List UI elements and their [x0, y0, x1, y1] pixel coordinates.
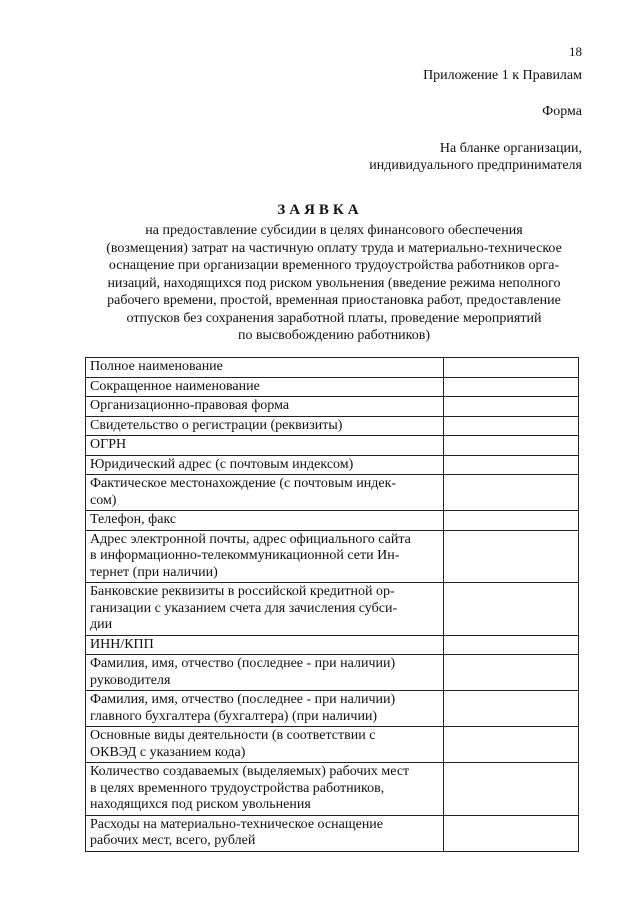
table-row: [86, 635, 579, 655]
field-value-cell[interactable]: [444, 436, 579, 456]
field-label-cell: [86, 511, 444, 531]
field-label-line: Сокращенное наименование: [90, 378, 260, 394]
field-label-cell: [86, 530, 444, 583]
field-label-cell: [86, 416, 444, 436]
table-row: [86, 475, 579, 511]
field-label-line: руководителя: [90, 672, 171, 688]
field-label-line: тернет (при наличии): [90, 564, 218, 580]
table-row: [86, 727, 579, 763]
field-label-line: ОГРН: [90, 437, 127, 452]
table-row: [86, 511, 579, 531]
field-value-cell[interactable]: [444, 358, 579, 378]
field-label-cell: [86, 655, 444, 691]
field-label-line: Юридический адрес (с почтовым индексом): [90, 456, 354, 472]
table-row: [86, 763, 579, 816]
field-label-cell: [86, 436, 444, 456]
document-subtitle: [84, 222, 584, 345]
field-label-line: дии: [90, 617, 113, 632]
subtitle-line: (возмещения) затрат на частичную оплату труда и материально-техническое: [106, 240, 562, 256]
field-label-cell: [86, 475, 444, 511]
letterhead-note: [369, 140, 582, 174]
field-value-cell[interactable]: [444, 377, 579, 397]
table-row: [86, 691, 579, 727]
field-label-line: Основные виды деятельности (в соответствии с: [90, 728, 376, 743]
application-form-table: [85, 357, 579, 852]
field-label-cell: [86, 727, 444, 763]
field-label-line: рабочих мест, всего, рублей: [90, 833, 256, 848]
field-label-line: в целях временного трудоустройства работников,: [90, 780, 385, 796]
field-label-line: Фамилия, имя, отчество (последнее - при наличии): [90, 656, 396, 671]
field-value-cell[interactable]: [444, 455, 579, 475]
table-row: [86, 530, 579, 583]
field-label-cell: [86, 635, 444, 655]
table-row: [86, 397, 579, 417]
field-label-line: Полное наименование: [90, 359, 223, 374]
subtitle-line: оснащение при организации временного трудоустройства работников орга-: [108, 258, 560, 273]
field-label-cell: [86, 455, 444, 475]
field-label-cell: [86, 397, 444, 417]
table-row: [86, 436, 579, 456]
subtitle-line: отпусков без сохранения заработной платы, проведение мероприятий: [126, 310, 542, 326]
field-label-line: ОКВЭД с указанием кода): [90, 744, 246, 760]
table-row: [86, 455, 579, 475]
field-value-cell[interactable]: [444, 511, 579, 531]
field-value-cell[interactable]: [444, 475, 579, 511]
field-label-line: Свидетельство о регистрации (реквизиты): [90, 417, 343, 433]
field-label-line: Фактическое местонахождение (с почтовым индек-: [90, 476, 397, 491]
subtitle-line: по высвобождению работников): [237, 328, 431, 343]
field-label-line: Банковские реквизиты в российской кредитной ор-: [90, 584, 395, 599]
document-title: ЗАЯВКА: [277, 202, 363, 218]
field-value-cell[interactable]: [444, 635, 579, 655]
letterhead-line: индивидуального предпринимателя: [369, 158, 582, 173]
field-label-line: Телефон, факс: [90, 512, 177, 527]
field-label-line: ИНН/КПП: [90, 636, 154, 652]
field-value-cell[interactable]: [444, 416, 579, 436]
field-value-cell[interactable]: [444, 815, 579, 851]
table-row: [86, 377, 579, 397]
field-value-cell[interactable]: [444, 727, 579, 763]
form-rows: [86, 358, 579, 852]
field-value-cell[interactable]: [444, 530, 579, 583]
field-label-line: сом): [90, 492, 117, 508]
field-label-cell: [86, 815, 444, 851]
table-row: [86, 655, 579, 691]
field-label-line: в информационно-телекоммуникационной сети Ин-: [90, 548, 400, 563]
field-value-cell[interactable]: [444, 763, 579, 816]
table-row: [86, 416, 579, 436]
table-row: [86, 815, 579, 851]
field-label-cell: [86, 377, 444, 397]
field-label-cell: [86, 358, 444, 378]
field-label-line: Фамилия, имя, отчество (последнее - при наличии): [90, 692, 396, 707]
field-value-cell[interactable]: [444, 397, 579, 417]
field-value-cell[interactable]: [444, 691, 579, 727]
field-value-cell[interactable]: [444, 583, 579, 636]
field-label-cell: [86, 763, 444, 816]
field-label-line: ганизации с указанием счета для зачисления субси-: [90, 600, 398, 616]
field-label-line: главного бухгалтера (бухгалтера) (при наличии): [90, 708, 378, 724]
field-label-line: находящихся под риском увольнения: [90, 797, 311, 812]
form-label: Форма: [542, 104, 582, 119]
field-label-cell: [86, 583, 444, 636]
field-label-line: Адрес электронной почты, адрес официального сайта: [90, 531, 411, 547]
page-number: 18: [569, 44, 582, 59]
field-label-line: Расходы на материально-техническое оснащение: [90, 816, 384, 832]
appendix-reference: Приложение 1 к Правилам: [423, 68, 582, 83]
table-row: [86, 358, 579, 378]
subtitle-line: низаций, находящихся под риском увольнения (введение режима неполного: [107, 275, 561, 291]
subtitle-line: рабочего времени, простой, временная приостановка работ, предоставление: [107, 293, 561, 308]
field-label-cell: [86, 691, 444, 727]
field-label-line: Количество создаваемых (выделяемых) рабочих мест: [90, 764, 410, 779]
subtitle-line: на предоставление субсидии в целях финансового обеспечения: [145, 223, 523, 238]
field-label-line: Организационно-правовая форма: [90, 398, 290, 413]
table-row: [86, 583, 579, 636]
field-value-cell[interactable]: [444, 655, 579, 691]
letterhead-line: На бланке организации,: [439, 141, 582, 156]
